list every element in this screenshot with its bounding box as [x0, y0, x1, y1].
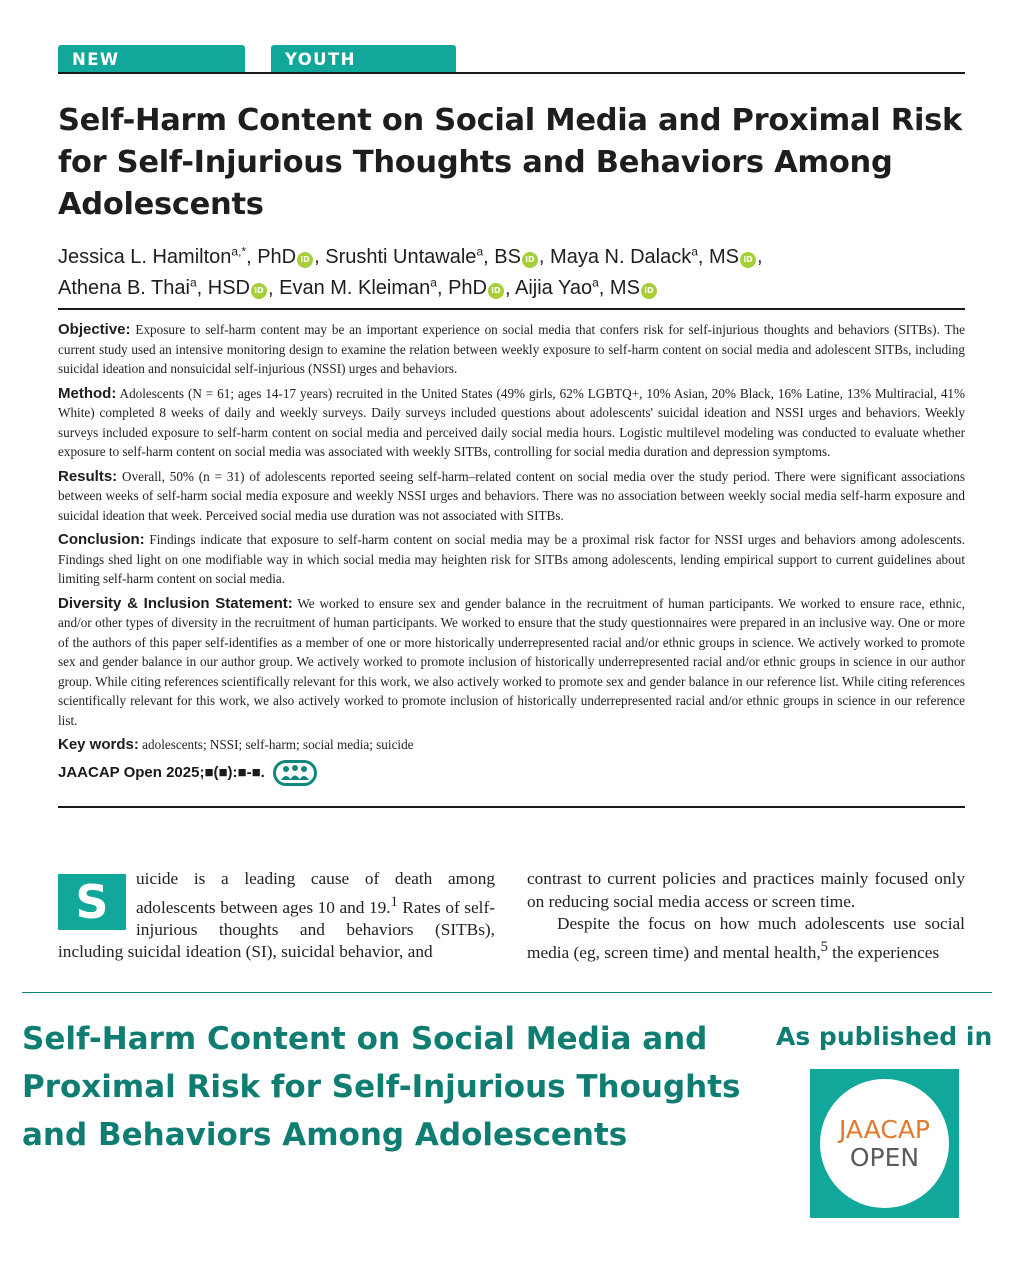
author-1: Jessica L. Hamilton$^{a,*}$, PhD iD: [58, 246, 314, 268]
dropcap-letter: S: [58, 874, 126, 930]
article-title: Self-Harm Content on Social Media and Proximal Risk for Self-Injurious Thoughts and Behaviors Among Adolescents: [58, 103, 962, 222]
author-3: Maya N. Dalack$^a$, MS iD: [550, 246, 757, 268]
top-rule: [58, 72, 965, 74]
author-5: Evan M. Kleiman$^a$, PhD iD: [279, 277, 505, 299]
body-column-left: S uicide is a leading cause of death among adolescents between ages 10 and 19.$^1$ Rates of self-injurious thoughts and behaviors (SITBs), including suicidal ideation (SI), suicidal behavior, and: [58, 869, 495, 962]
abstract-bottom-rule: [58, 806, 965, 808]
orcid-icon[interactable]: iD: [740, 252, 756, 268]
tag-youth-suicide: YOUTH SUICIDE: [271, 45, 456, 73]
open-access-icon: [273, 760, 317, 786]
author-4: Athena B. Thai$^a$, HSD iD: [58, 277, 268, 299]
abstract-diversity: Diversity & Inclusion Statement: We worked to ensure sex and gender balance in the recruitment of human participants. We worked to ensure race, ethnic, and/or other types of diversity in the recruitment of human participants. We worked to ensure that the study questionnaires were prepared in an inclusive way. One or more of the authors of this paper self-identifies as a member of one or more historically underrepresented racial and/or ethnic groups in science. We actively worked to promote sex and gender balance in our author group. We actively worked to promote inclusion of historically underrepresented racial and/or ethnic groups in science in our author group. While citing references scientifically relevant for this work, we also actively worked to promote sex and gender balance in our reference list. While citing references scientifically relevant for this work, we also actively worked to promote inclusion of historically underrepresented racial and/or ethnic groups in science in our reference list.: [58, 594, 966, 728]
orcid-icon[interactable]: iD: [488, 283, 504, 299]
orcid-icon[interactable]: iD: [251, 283, 267, 299]
abstract-results: Results: Overall, 50% (n = 31) of adolescents reported seeing self-harm–related content on social media over the study period. There were significant associations between weeks of self-harm social media exposure and weekly NSSI urges and behaviors. There was no association between weekly social media self-harm exposure and suicidal ideation that week. Perceived social media use duration was not associated with SITBs.: [58, 467, 965, 523]
journal-citation: JAACAP Open 2025;■(■):■-■.: [58, 760, 965, 786]
tag-new-research: NEW RESEARCH: [58, 45, 245, 73]
author-6: Aijia Yao$^a$, MS iD: [515, 277, 658, 299]
logo-circle: [820, 1079, 949, 1208]
footer-title: Self-Harm Content on Social Media and Proximal Risk for Self-Injurious Thoughts and Behaviors Among Adolescents: [22, 1021, 741, 1153]
abstract-keywords: Key words: adolescents; NSSI; self-harm; social media; suicide: [58, 736, 414, 753]
orcid-icon[interactable]: iD: [522, 252, 538, 268]
section-tags: [58, 45, 456, 99]
footer-divider: [22, 992, 992, 993]
abstract-top-rule: [58, 308, 965, 310]
abstract-conclusion: Conclusion: Findings indicate that exposure to self-harm content on social media may be a proximal risk factor for NSSI urges and behaviors among adolescents. Findings shed light on one modifiable way in which social media may heighten risk for SITBs among adolescents, lending empirical support to current guidelines about limiting self-harm content on social media.: [58, 531, 966, 586]
abstract-objective: Objective: Exposure to self-harm content may be an important experience on social media that confers risk for self-injurious thoughts and behaviors (SITBs). The current study used an intensive monitoring design to examine the relation between weekly exposure to self-harm content on social media and adolescent SITBs, including suicidal ideation and nonsuicidal self-injurious (NSSI) urges and behaviors.: [58, 321, 965, 376]
jaacap-open-logo: [810, 1069, 959, 1218]
abstract-method: Method: Adolescents (N = 61; ages 14-17 years) recruited in the United States (49% girls, 62% LGBTQ+, 10% Asian, 20% Black, 16% Latine, 13% Multiracial, 41% White) completed 8 weeks of daily and weekly surveys. Daily surveys included questions about adolescents' suicidal ideation and NSSI urges and behaviors. Weekly surveys included exposure to self-harm content on social media and perceived daily social media hours. Logistic multilevel modeling was conducted to evaluate whether exposure to self-harm content on social media was associated with weekly SITBs, controlling for social media duration and depression symptoms.: [58, 384, 965, 459]
body-column-right: contrast to current policies and practices mainly focused only on reducing social media access or screen time. Despite the focus on how much adolescents use social media (eg, screen time) and mental health,$^5$ the experiences: [527, 869, 965, 962]
author-list: Jessica L. Hamilton$^{a,*}$, PhD iD , Srushti Untawale$^a$, BS iD , Maya N. Dalack$^a$, MS iD , Athena B. Thai$^a$, HSD iD , Evan M. Kleiman$^a$, PhD iD , Aijia Yao$^a$, MS iD: [58, 244, 763, 300]
orcid-icon[interactable]: iD: [641, 283, 657, 299]
logo-text-open: OPEN: [849, 1142, 920, 1172]
as-published-label: As published in: [776, 1022, 993, 1051]
abstract: [58, 320, 965, 786]
author-2: Srushti Untawale$^a$, BS iD: [325, 246, 539, 268]
orcid-icon[interactable]: iD: [297, 252, 313, 268]
logo-text-jaacap: JAACAP: [838, 1114, 931, 1144]
